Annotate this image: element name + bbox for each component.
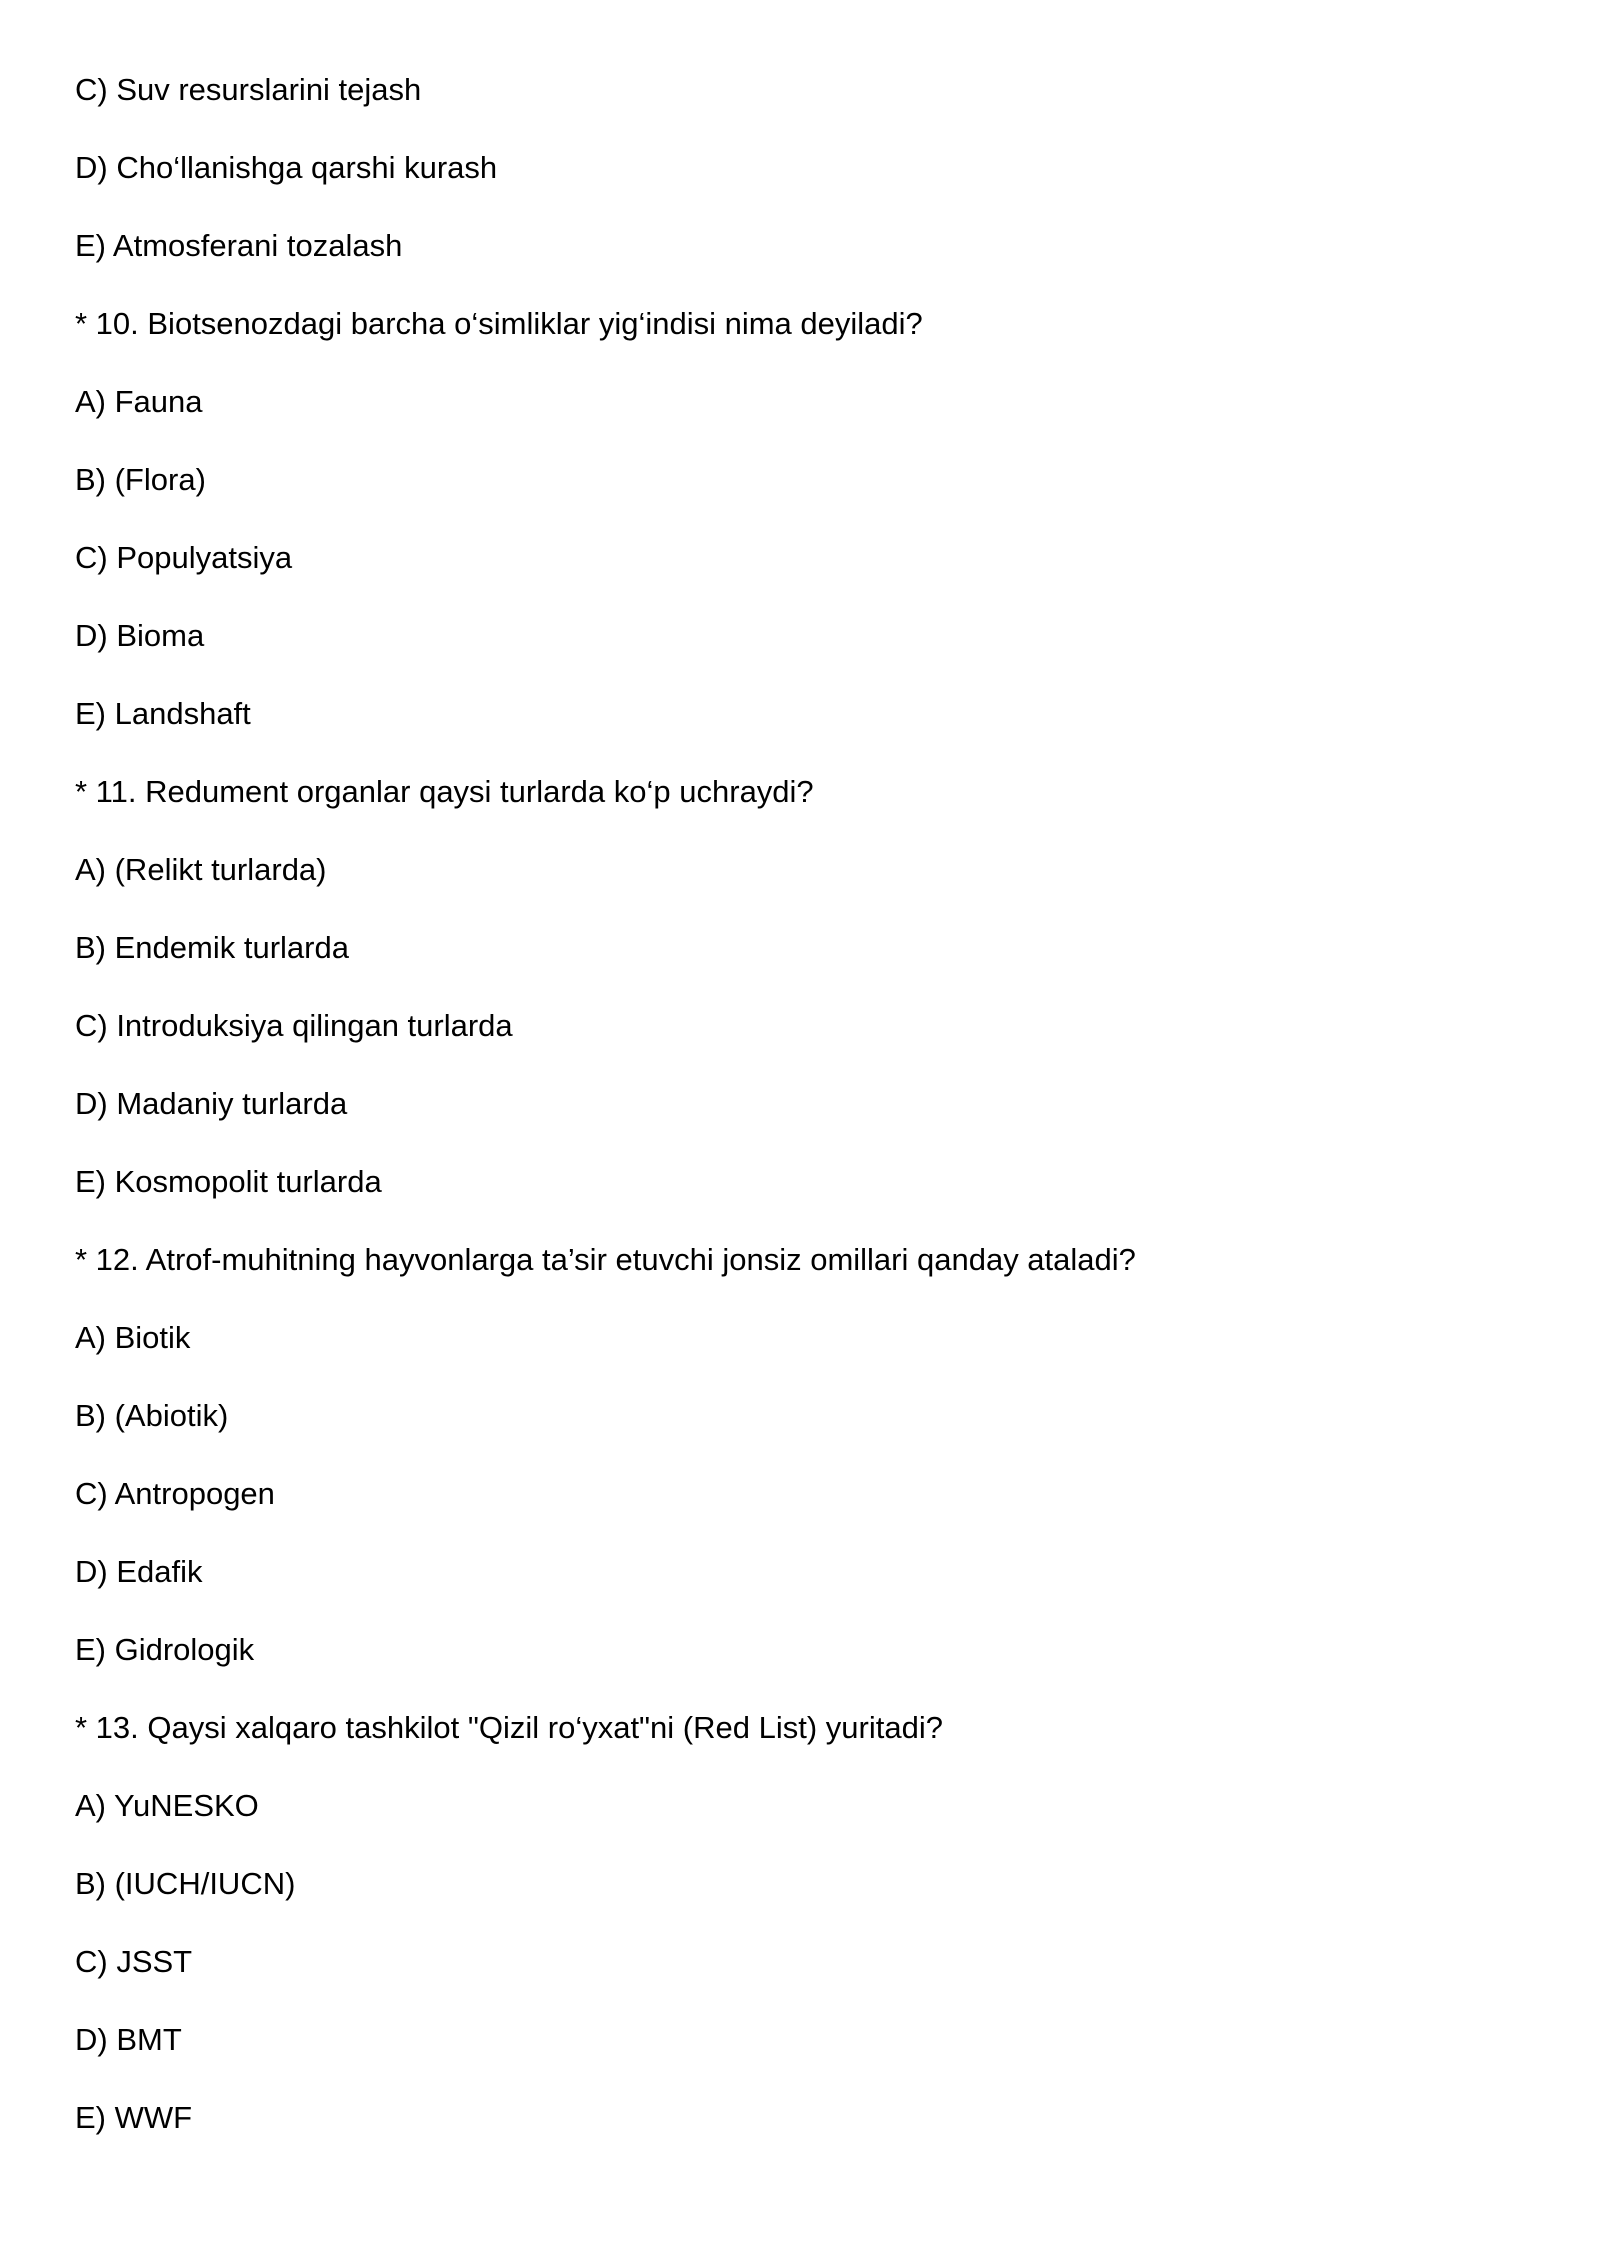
question-10: * 10. Biotsenozdagi barcha o‘simliklar yig‘indisi nima deyiladi?	[75, 306, 923, 341]
answer-option-d: D) Edafik	[75, 1554, 203, 1589]
answer-option-a: A) YuNESKO	[75, 1788, 259, 1823]
answer-option-c: C) JSST	[75, 1944, 193, 1979]
answer-option-c: C) Antropogen	[75, 1476, 275, 1511]
answer-option-c: C) Suv resurslarini tejash	[75, 72, 422, 107]
answer-option-d: D) Madaniy turlarda	[75, 1086, 348, 1121]
answer-option-c: C) Introduksiya qilingan turlarda	[75, 1008, 513, 1043]
answer-option-d: D) BMT	[75, 2022, 182, 2057]
answer-option-b: B) (IUCH/IUCN)	[75, 1866, 296, 1901]
answer-option-a: A) Fauna	[75, 384, 203, 419]
answer-option-d: D) Cho‘llanishga qarshi kurash	[75, 150, 498, 185]
answer-option-b: B) Endemik turlarda	[75, 930, 349, 965]
answer-option-b: B) (Abiotik)	[75, 1398, 229, 1433]
answer-option-b: B) (Flora)	[75, 462, 206, 497]
answer-option-e: E) Kosmopolit turlarda	[75, 1164, 382, 1199]
question-12: * 12. Atrof-muhitning hayvonlarga ta’sir etuvchi jonsiz omillari qanday ataladi?	[75, 1242, 1136, 1277]
document-body	[75, 72, 1525, 2178]
question-11: * 11. Redument organlar qaysi turlarda ko‘p uchraydi?	[75, 774, 814, 809]
answer-option-a: A) Biotik	[75, 1320, 191, 1355]
answer-option-e: E) Gidrologik	[75, 1632, 255, 1667]
answer-option-a: A) (Relikt turlarda)	[75, 852, 327, 887]
answer-option-e: E) Landshaft	[75, 696, 251, 731]
answer-option-c: C) Populyatsiya	[75, 540, 293, 575]
question-13: * 13. Qaysi xalqaro tashkilot "Qizil ro‘yxat"ni (Red List) yuritadi?	[75, 1710, 943, 1745]
answer-option-e: E) WWF	[75, 2100, 193, 2135]
answer-option-e: E) Atmosferani tozalash	[75, 228, 403, 263]
answer-option-d: D) Bioma	[75, 618, 205, 653]
